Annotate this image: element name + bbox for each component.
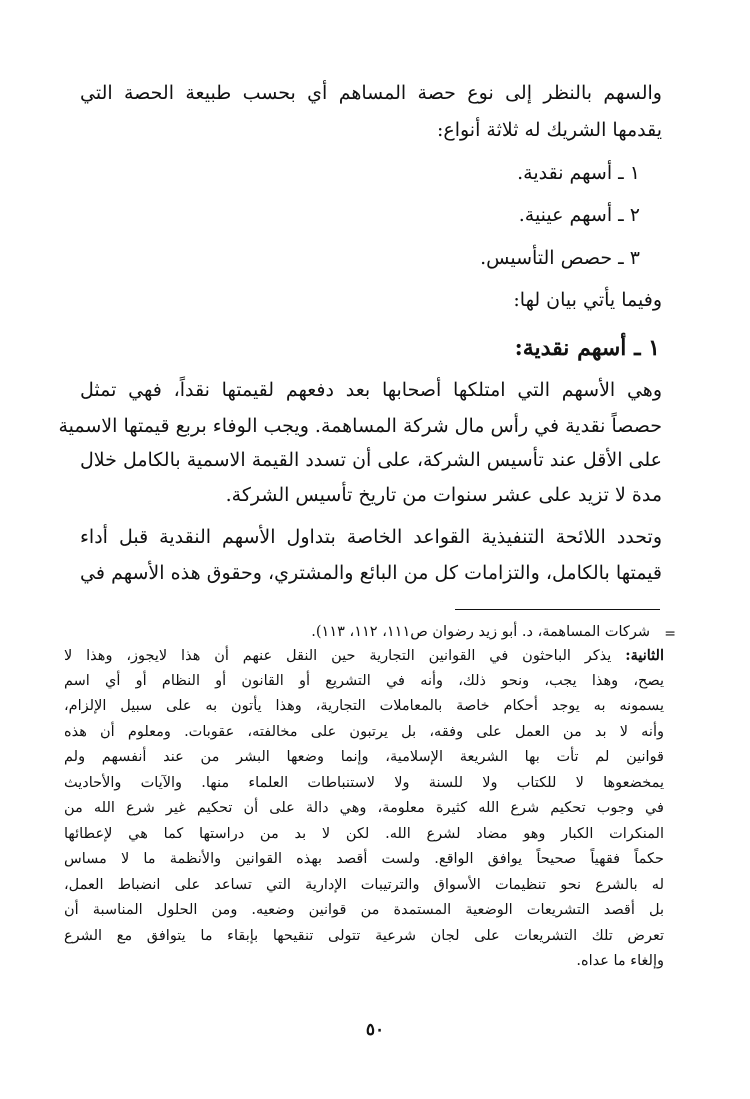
footnote-citation: شركات المساهمة، د. أبو زيد رضوان ص١١١، ١١٢، ١١٣). (311, 624, 650, 640)
footnote-line-3: يسمونه به يوجد أحكام خاصة بالمعاملات التجارية، وهذا يأتون به على سبيل الإلزام، (64, 698, 664, 714)
footnote-line-1-text: يذكر الباحثون في القوانين التجارية حين النقل عنهم أن هذا لايجوز، وهذا لا (64, 648, 612, 664)
footnote-line-2: يصح، وهذا يجب، ونحو ذلك، وأنه في التشريع أو القانون أو النظام أو أي اسم (64, 673, 664, 689)
section-heading: ١ ـ أسهم نقدية: (514, 335, 660, 361)
list-item-cash-shares: ١ ـ أسهم نقدية. (517, 162, 640, 184)
footnote-line-9: حكماً فقهياً صحيحاً يوافق الواقع. ولست أقصد بهذه القوانين والأنظمة ما لا مساس (64, 851, 664, 867)
paragraph1-line-1: وهي الأسهم التي امتلكها أصحابها بعد دفعهم لقيمتها نقداً، فهي تمثل (80, 379, 662, 401)
intro-line-2: يقدمها الشريك له ثلاثة أنواع: (436, 119, 662, 141)
footnote-divider (455, 609, 660, 610)
footnote-line-1 (64, 646, 664, 666)
list-item-in-kind-shares: ٢ ـ أسهم عينية. (518, 204, 640, 226)
footnote-label: الثانية: (625, 647, 664, 664)
paragraph2-line-2: قيمتها بالكامل، والتزامات كل من البائع والمشتري، وحقوق هذه الأسهم في (80, 562, 662, 584)
footnote-line-12: تعرض تلك التشريعات على لجان شرعية تتولى تنقيحها بإبقاء ما يتوافق مع الشرع (64, 928, 664, 944)
list-item-founder-shares: ٣ ـ حصص التأسيس. (480, 247, 640, 269)
paragraph1-line-4: مدة لا تزيد على عشر سنوات من تاريخ تأسيس الشركة. (225, 484, 662, 506)
page-number: ٥٠ (365, 1020, 385, 1040)
paragraph1-line-2: حصصاً نقدية في رأس مال شركة المساهمة. ويجب الوفاء بربع قيمتها الاسمية (58, 415, 662, 437)
intro-line-1: والسهم بالنظر إلى نوع حصة المساهم أي بحسب طبيعة الحصة التي (80, 82, 662, 104)
paragraph2-line-1: وتحدد اللائحة التنفيذية القواعد الخاصة بتداول الأسهم النقدية قبل أداء (80, 526, 662, 548)
footnote-line-6: يمخضعوها لا للكتاب ولا للسنة ولا لاستنباطات العلماء منها. والآيات والأحاديث (64, 775, 664, 791)
paragraph1-line-3: على الأقل عند تأسيس الشركة، على أن تسدد القيمة الاسمية بالكامل خلال (80, 449, 662, 471)
footnote-continuation-marker: = (664, 626, 676, 642)
footnote-line-5: قوانين لم تأت بها الشريعة الإسلامية، وإنما وضعها البشر من عند أنفسهم ولم (64, 749, 664, 765)
footnote-line-10: له بالشرع نحو تنظيمات الأسواق والترتيبات الإدارية التي تساعد على انضباط العمل، (64, 877, 664, 893)
footnote-line-7: في وجوب تحكيم شرع الله كثيرة معلومة، وهي دالة على أن تحكيم غير شرع الله من (64, 800, 664, 816)
footnote-line-11: بل أقصد التشريعات الوضعية المستمدة من قوانين وضعيه. ومن الحلول المناسبة أن (64, 902, 664, 918)
footnote-line-8: المنكرات الكبار وهو مضاد لشرع الله. لكن لا بد من دراستها كما هي لإعطائها (64, 826, 664, 842)
footnote-line-13: وإلغاء ما عداه. (576, 953, 664, 969)
list-followup: وفيما يأتي بيان لها: (513, 289, 662, 311)
footnote-line-4: وأنه لا بد من العمل على وفقه، بل يرتبون على مخالفته، عقوبات. ومعلوم أن هذه (64, 724, 664, 740)
